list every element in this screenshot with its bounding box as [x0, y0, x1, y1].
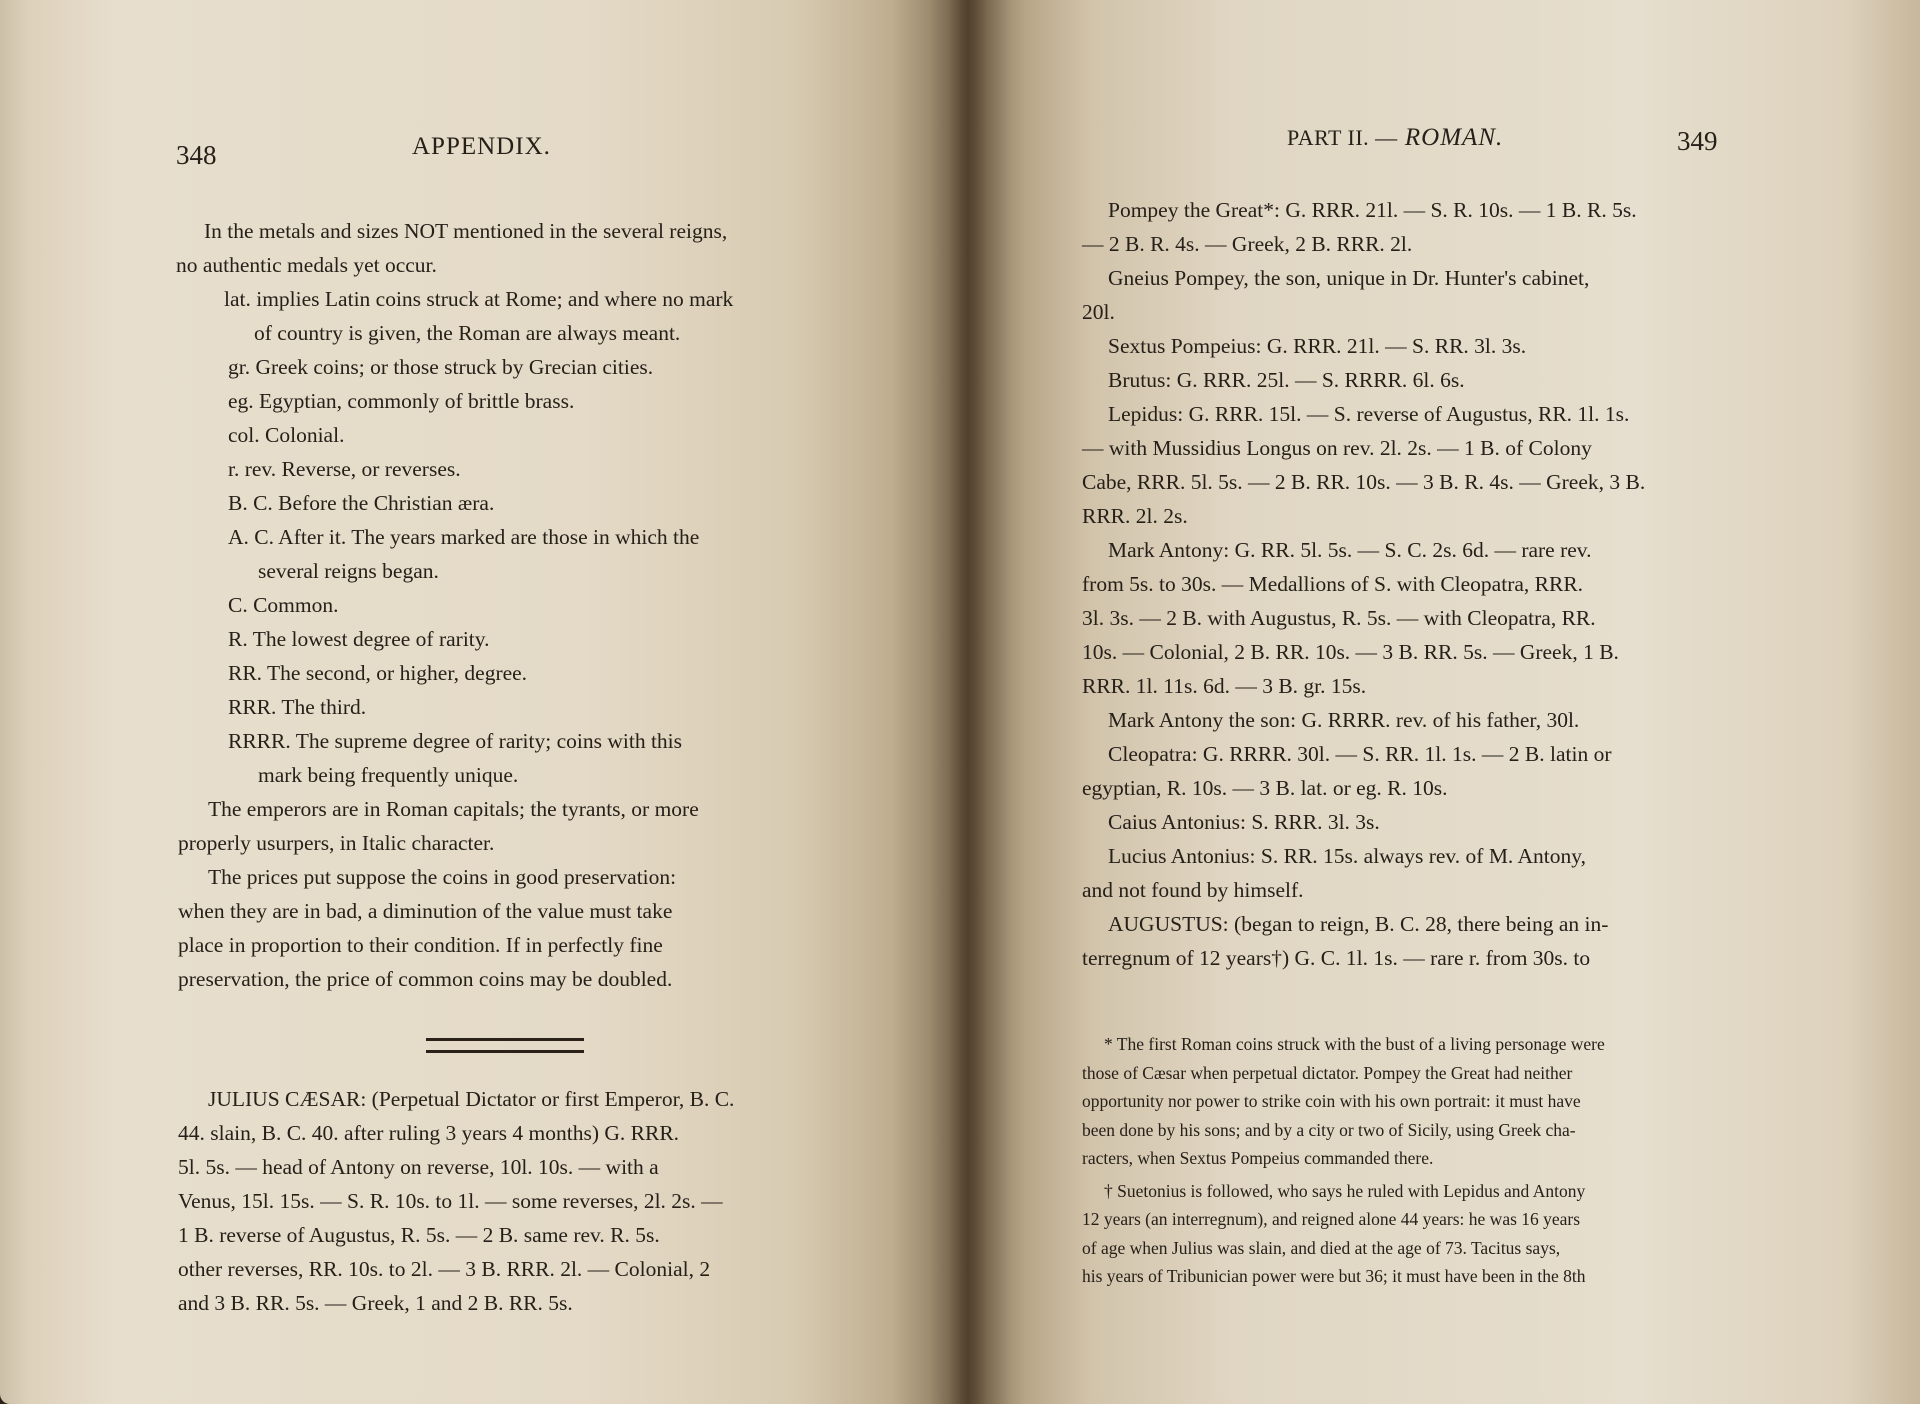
abbr-bc: B. C. Before the Christian æra.: [228, 491, 495, 515]
abbr-r: R. The lowest degree of rarity.: [228, 627, 490, 651]
footnote-2-line-1: † Suetonius is followed, who says he ruled with Lepidus and Antony: [1104, 1180, 1586, 1201]
abbr-rr: RR. The second, or higher, degree.: [228, 661, 528, 685]
abbr-rrrr-cont: mark being frequently unique.: [258, 763, 519, 787]
footnote-1-line-3: opportunity nor power to strike coin with his own portrait: it must have: [1082, 1091, 1581, 1111]
footnote-1-line-4: been done by his sons; and by a city or two of Sicily, using Greek cha-: [1082, 1119, 1576, 1140]
running-head-part: PART II. —: [1287, 125, 1398, 150]
entry-pompey-line-1: Pompey the Great*: G. RRR. 21l. — S. R. 10s. — 1 B. R. 5s.: [1108, 198, 1637, 222]
running-head-left: APPENDIX.: [412, 133, 551, 160]
footnote-2-line-3: of age when Julius was slain, and died at the age of 73. Tacitus says,: [1082, 1237, 1561, 1258]
abbr-rrrr: RRRR. The supreme degree of rarity; coins with this: [228, 729, 683, 753]
entry-lepidus-line-1: Lepidus: G. RRR. 15l. — S. reverse of Augustus, RR. 1l. 1s.: [1108, 402, 1630, 426]
entry-augustus-line-2: terregnum of 12 years†) G. C. 1l. 1s. — rare r. from 30s. to: [1082, 946, 1591, 970]
entry-lucius-line-1: Lucius Antonius: S. RR. 15s. always rev. of M. Antony,: [1108, 844, 1586, 868]
intro-line-1: In the metals and sizes NOT mentioned in the several reigns,: [204, 219, 728, 243]
entry-antony-line-4: 10s. — Colonial, 2 B. RR. 10s. — 3 B. RR. 5s. — Greek, 1 B.: [1082, 640, 1619, 664]
prices-line-2: when they are in bad, a diminution of the value must take: [178, 899, 673, 923]
entry-lepidus-line-4: RRR. 2l. 2s.: [1082, 504, 1188, 528]
julius-line-4: Venus, 15l. 15s. — S. R. 10s. to 1l. — some reverses, 2l. 2s. —: [178, 1189, 723, 1213]
book-gutter: [930, 0, 1010, 1404]
running-head-right: [1287, 124, 1503, 152]
entry-brutus: Brutus: G. RRR. 25l. — S. RRRR. 6l. 6s.: [1108, 368, 1465, 392]
abbr-ac-cont: several reigns began.: [258, 559, 439, 583]
running-head-roman: ROMAN.: [1404, 124, 1504, 151]
footnotes: [1082, 1030, 1727, 1291]
julius-line-6: other reverses, RR. 10s. to 2l. — 3 B. RRR. 2l. — Colonial, 2: [178, 1257, 711, 1281]
footnote-1-line-2: those of Cæsar when perpetual dictator. Pompey the Great had neither: [1082, 1062, 1573, 1083]
abbr-c: C. Common.: [228, 593, 339, 617]
entry-cleopatra-line-1: Cleopatra: G. RRRR. 30l. — S. RR. 1l. 1s. — 2 B. latin or: [1108, 742, 1612, 766]
entry-lucius-line-2: and not found by himself.: [1082, 878, 1304, 902]
entry-augustus-line-1: AUGUSTUS: (began to reign, B. C. 28, there being an in-: [1108, 912, 1609, 936]
entry-cleopatra-line-2: egyptian, R. 10s. — 3 B. lat. or eg. R. 10s.: [1082, 776, 1448, 800]
page-number-left: 348: [176, 140, 217, 170]
entry-pompey-line-2: — 2 B. R. 4s. — Greek, 2 B. RRR. 2l.: [1082, 232, 1413, 256]
entry-sextus: Sextus Pompeius: G. RRR. 21l. — S. RR. 3l. 3s.: [1108, 334, 1527, 358]
abbr-eg: eg. Egyptian, commonly of brittle brass.: [228, 389, 575, 413]
entry-gneius-line-2: 20l.: [1082, 300, 1115, 324]
entry-lepidus-line-3: Cabe, RRR. 5l. 5s. — 2 B. RR. 10s. — 3 B. R. 4s. — Greek, 3 B.: [1082, 470, 1646, 494]
prices-line-1: The prices put suppose the coins in good preservation:: [208, 865, 677, 889]
julius-caesar-entry: [178, 1082, 822, 1320]
section-divider: [426, 1038, 584, 1053]
abbr-rev: r. rev. Reverse, or reverses.: [228, 457, 461, 481]
entry-antony-line-5: RRR. 1l. 11s. 6d. — 3 B. gr. 15s.: [1082, 674, 1367, 698]
right-page-text: [1082, 193, 1727, 975]
julius-line-1: JULIUS CÆSAR: (Perpetual Dictator or first Emperor, B. C.: [208, 1087, 735, 1111]
julius-line-2: 44. slain, B. C. 40. after ruling 3 years 4 months) G. RRR.: [178, 1121, 680, 1145]
prices-line-3: place in proportion to their condition. If in perfectly fine: [178, 933, 663, 957]
julius-line-5: 1 B. reverse of Augustus, R. 5s. — 2 B. same rev. R. 5s.: [178, 1223, 660, 1247]
julius-line-3: 5l. 5s. — head of Antony on reverse, 10l. 10s. — with a: [178, 1155, 659, 1179]
abbr-lat-cont: of country is given, the Roman are always meant.: [254, 321, 681, 345]
footnote-2-line-2: 12 years (an interregnum), and reigned alone 44 years: he was 16 years: [1082, 1209, 1581, 1229]
entry-antony-line-2: from 5s. to 30s. — Medallions of S. with Cleopatra, RRR.: [1082, 572, 1584, 596]
page-number-right: 349: [1677, 126, 1718, 156]
footnote-2-line-4: his years of Tribunician power were but 36; it must have been in the 8th: [1082, 1266, 1586, 1286]
prices-line-4: preservation, the price of common coins may be doubled.: [178, 967, 673, 991]
entry-antony-line-1: Mark Antony: G. RR. 5l. 5s. — S. C. 2s. 6d. — rare rev.: [1108, 538, 1592, 562]
abbr-lat: lat. implies Latin coins struck at Rome; and where no mark: [224, 287, 734, 311]
abbr-ac: A. C. After it. The years marked are those in which the: [228, 525, 700, 549]
emperors-line-2: properly usurpers, in Italic character.: [178, 831, 495, 855]
abbr-col: col. Colonial.: [228, 423, 345, 447]
abbr-rrr: RRR. The third.: [228, 695, 367, 719]
footnote-1-line-5: racters, when Sextus Pompeius commanded there.: [1082, 1148, 1434, 1168]
julius-line-7: and 3 B. RR. 5s. — Greek, 1 and 2 B. RR. 5s.: [178, 1291, 573, 1315]
abbr-gr: gr. Greek coins; or those struck by Grecian cities.: [228, 355, 654, 379]
left-page-text: [178, 214, 822, 996]
footnote-1-line-1: * The first Roman coins struck with the bust of a living personage were: [1104, 1034, 1605, 1054]
entry-gneius-line-1: Gneius Pompey, the son, unique in Dr. Hunter's cabinet,: [1108, 266, 1590, 290]
intro-line-2: no authentic medals yet occur.: [176, 253, 437, 277]
entry-antony-son: Mark Antony the son: G. RRRR. rev. of his father, 30l.: [1108, 708, 1580, 732]
entry-lepidus-line-2: — with Mussidius Longus on rev. 2l. 2s. — 1 B. of Colony: [1082, 436, 1592, 460]
entry-caius: Caius Antonius: S. RRR. 3l. 3s.: [1108, 810, 1380, 834]
entry-antony-line-3: 3l. 3s. — 2 B. with Augustus, R. 5s. — with Cleopatra, RR.: [1082, 606, 1596, 630]
emperors-line-1: The emperors are in Roman capitals; the tyrants, or more: [208, 797, 699, 821]
